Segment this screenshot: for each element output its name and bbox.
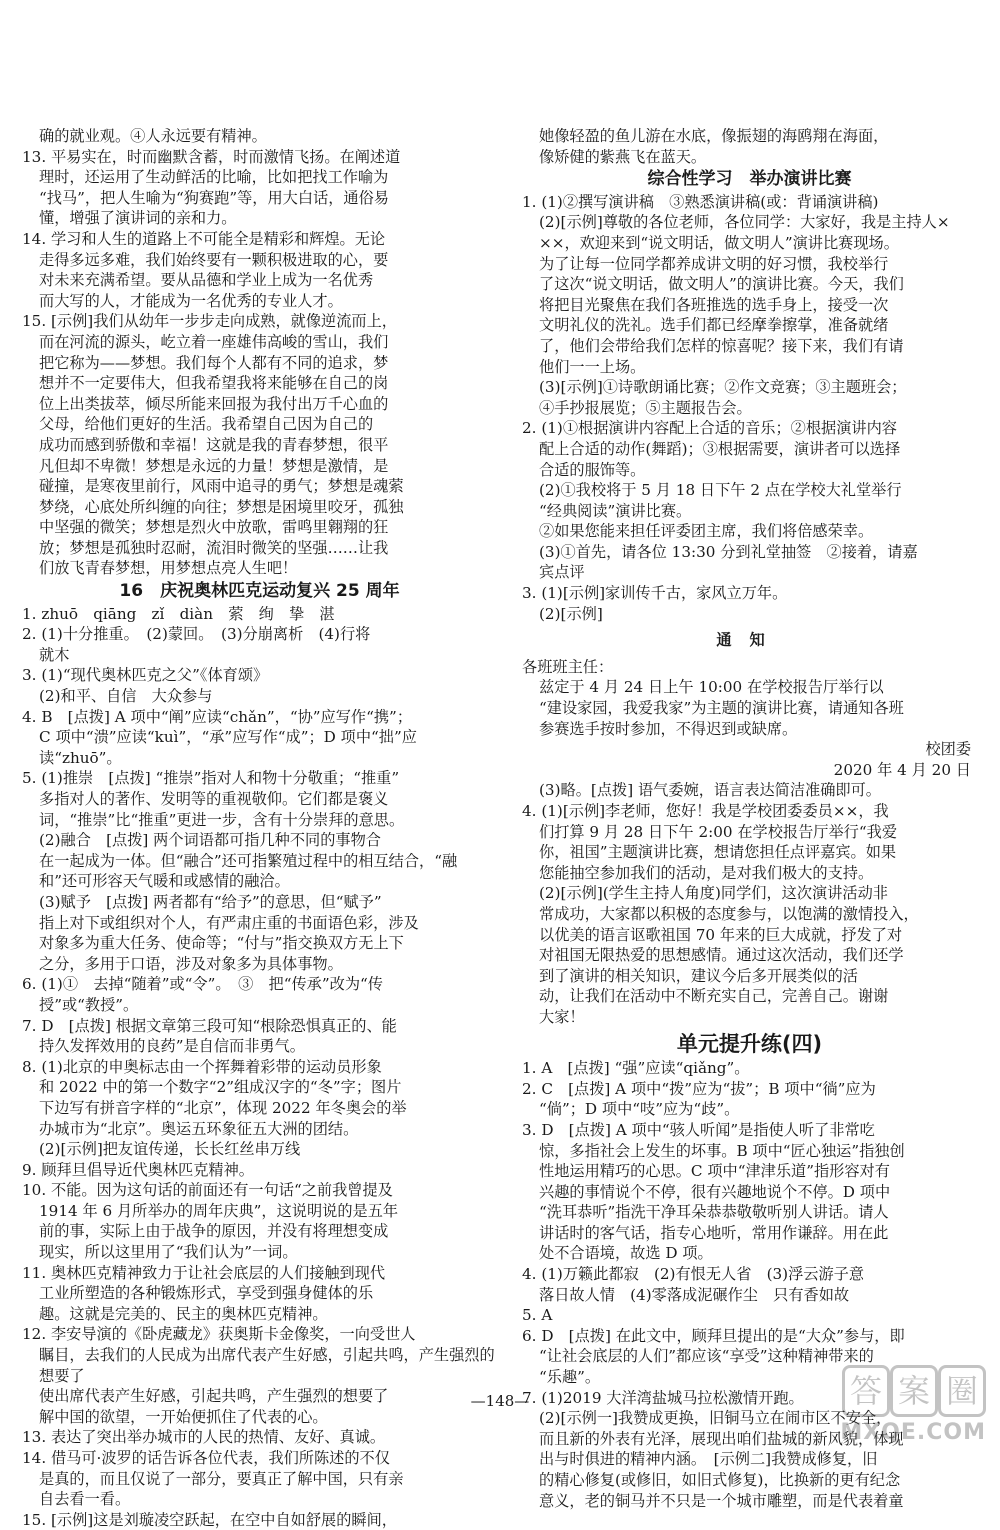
text-line: 对祖国无限热爱的思想感情。通过这次活动，我们还学: [539, 946, 904, 965]
text-line: 10. 不能。因为这句话的前面还有一句话“之前我曾提及: [22, 1181, 393, 1200]
text-line: 和”还可形容天气暖和或感情的融洽。: [39, 872, 290, 891]
text-line: 想并不一定要伟大，但我希望我将来能够在自己的岗: [39, 374, 389, 393]
text-line: 到了演讲的相关知识，建议今后多开展类似的活: [539, 966, 858, 985]
text-line: 兹定于 4 月 24 日上午 10:00 在学校报告厅举行以: [539, 678, 884, 697]
text-line: 4. (1)万籁此都寂 (2)有恨无人省 (3)浮云游子意: [522, 1265, 865, 1284]
text-line: 7. (1)2019 大洋湾盐城马拉松激情开跑。: [522, 1388, 804, 1407]
text-line: 对未来充满希望。要从品德和学业上成为一名优秀: [39, 271, 374, 290]
text-line: 和 2022 中的第一个数字“2”组成汉字的“冬”字；图片: [39, 1078, 402, 1097]
text-line: ②如果您能来担任评委团主席，我们将倍感荣幸。: [539, 522, 874, 541]
text-line: 1. A [点拨] “强”应读“qiǎng”。: [522, 1059, 750, 1078]
text-line: 参赛选手按时参加，不得迟到或缺席。: [539, 719, 798, 738]
text-line: 中坚强的微笑；梦想是烈火中放歌，雷鸣里翱翔的狂: [39, 518, 389, 537]
text-line: 之分，多用于口语，涉及对象多为具体事物。: [39, 954, 343, 973]
text-line: (2)[示例](学生主持人角度)同学们，这次演讲活动非: [539, 884, 888, 903]
watermark-char-2: 案: [890, 1365, 938, 1417]
text-line: (2)[示例]把友谊传递，长长红丝串万线: [39, 1140, 301, 1159]
text-line: 的精心修复(或修旧，如旧式修复)，比换新的更有纪念: [539, 1471, 901, 1489]
text-line: 以优美的语言讴歌祖国 70 年来的巨大成就，抒发了对: [539, 925, 903, 944]
text-line: (2)[示例]尊敬的各位老师，各位同学：大家好，我是主持人×: [539, 213, 950, 232]
text-line: 合适的服饰等。: [539, 460, 646, 479]
text-line: 们打算 9 月 28 日下午 2:00 在学校报告厅举行“我爱: [539, 822, 898, 841]
text-line: 常成功，大家都以积极的态度参与，以饱满的激情投入，: [539, 904, 919, 923]
text-line: 是真的，而且仅说了一部分，要真正了解中国，只有亲: [39, 1469, 404, 1488]
text-line: 2. (1)①根据演讲内容配上合适的音乐；②根据演讲内容: [522, 419, 897, 438]
text-line: 12. 李安导演的《卧虎藏龙》获奥斯卡金像奖，一向受世人: [22, 1325, 416, 1344]
text-line: 梦绕，心底处所纠缠的向往；梦想是困境里咬牙，孤独: [39, 497, 404, 516]
text-line: 14. 学习和人生的道路上不可能全是精彩和辉煌。无论: [22, 229, 386, 248]
text-line: “建设家园，我爱我家”为主题的演讲比赛，请通知各班: [539, 699, 904, 718]
text-line: 1. (1)②撰写演讲稿 ③熟悉演讲稿(或：背诵演讲稿): [522, 192, 879, 211]
notice-title: 通知: [716, 631, 783, 650]
text-line: 走得多远多难，我们始终要有一颗积极进取的心，要: [39, 250, 389, 269]
watermark-url: MXQE.COM: [840, 1420, 986, 1445]
text-line: 词，“推崇”比“推重”更进一步，含有十分崇拜的意思。: [39, 810, 405, 829]
text-line: 工业所塑造的各种锻炼形式，享受到强身健体的乐: [39, 1284, 374, 1303]
text-line: (2)[示例一]我赞成更换，旧铜马立在闹市区不安全，: [539, 1409, 892, 1428]
text-line: 4. (1)[示例]李老师，您好！我是学校团委委员××，我: [522, 802, 889, 820]
text-line: 为了让每一位同学都养成讲文明的好习惯，我校举行: [539, 254, 889, 273]
text-line: 4. B [点拨] A 项中“阐”应读“chǎn”，“协”应写作“携”；: [22, 707, 413, 726]
text-line: 13. 表达了突出举办城市的人民的热情、友好、真诚。: [22, 1428, 386, 1447]
text-line: 惊，多指社会上发生的坏事。B 项中“匠心独运”指独创: [539, 1141, 905, 1160]
text-line: 1914 年 6 月所举办的周年庆典”，这说明说的是五年: [39, 1201, 399, 1220]
text-line: “找马”，把人生喻为“狗赛跑”等，用大白话，通俗易: [39, 188, 389, 207]
text-line: 5. (1)推崇 [点拨] “推崇”指对人和物十分敬重；“推重”: [22, 769, 400, 788]
text-line: 处不合语境，故选 D 项。: [539, 1244, 713, 1263]
text-line: 3. (1)“现代奥林匹克之父”《体育颂》: [22, 666, 269, 685]
text-line: 兴趣的事情说个不停，很有兴趣地说个不停。D 项中: [539, 1182, 891, 1201]
text-line: 趣。这就是完美的、民主的奥林匹克精神。: [39, 1304, 328, 1323]
watermark-char-1: 答: [842, 1365, 890, 1417]
text-line: 指上对下或组织对个人，有严肃庄重的书面语色彩，涉及: [39, 913, 419, 932]
text-line: 您能抽空参加我们的活动，是对我们极大的支持。: [539, 863, 874, 882]
text-line: 将把目光聚焦在我们各班推选的选手身上，接受一次: [539, 295, 889, 314]
text-line: 使出席代表产生好感，引起共鸣，产生强烈的想要了: [39, 1387, 389, 1406]
text-line: (2)和平、自信 大众参与: [39, 687, 213, 706]
text-line: “乐趣”。: [539, 1368, 601, 1387]
signature-line: 2020 年 4 月 20 日: [833, 760, 971, 779]
section-heading: 综合性学习 举办演讲比赛: [647, 169, 852, 190]
text-line: (2)[示例]: [539, 604, 603, 623]
text-line: 1. zhuō qiāng zǐ diàn 萦 绚 挚 湛: [22, 604, 335, 623]
left-column: [22, 126, 497, 1530]
text-line: 7. D [点拨] 根据文章第三段可知“根除恐惧真正的、能: [22, 1016, 397, 1035]
text-line: 确的就业观。④人永远要有精神。: [39, 127, 267, 145]
text-line: 授”或“教授”。: [39, 995, 139, 1014]
text-line: 多指对人的著作、发明等的重视敬仰。它们都是褒义: [39, 790, 389, 808]
text-line: ××，欢迎来到“说文明话，做文明人”演讲比赛现场。: [539, 233, 899, 252]
text-line: 性地运用精巧的心思。C 项中“津津乐道”指形容对有: [539, 1162, 890, 1181]
text-line: (3)赋予 [点拨] 两者都有“给予”的意思，但“赋予”: [39, 892, 382, 911]
text-line: “洗耳恭听”指洗干净耳朵恭恭敬敬听别人讲话。请人: [539, 1203, 889, 1222]
text-line: ④手抄报展览；⑤主题报告会。: [539, 398, 752, 417]
text-line: 解中国的欲望，一开始便抓住了代表的心。: [39, 1407, 328, 1426]
text-line: 而大写的人，才能成为一名优秀的专业人才。: [39, 291, 343, 310]
text-line: 2. C [点拨] A 项中“拨”应为“拔”；B 项中“徜”应为: [522, 1079, 876, 1098]
text-line: 理时，还运用了生动鲜活的比喻，比如把找工作喻为: [39, 168, 389, 187]
text-line: “倘”；D 项中“吱”应为“歧”。: [539, 1100, 740, 1119]
text-line: 瞩目，去我们的人民成为出席代表产生好感，引起共鸣，产生强烈的想要了: [39, 1346, 495, 1385]
text-line: 9. 顾拜旦倡导近代奥林匹克精神。: [22, 1160, 254, 1179]
text-line: 下边写有拼音字样的“北京”，体现 2022 年冬奥会的举: [39, 1098, 407, 1117]
text-line: 意义，老的铜马并不只是一个城市雕塑，而是代表着童: [539, 1491, 904, 1510]
text-line: 了，他们会带给我们怎样的惊喜呢？接下来，我们有请: [539, 336, 904, 355]
page-number: —148—: [470, 1392, 530, 1410]
text-line: 位上出类拔萃，倾尽所能来回报为我付出万千心血的: [39, 394, 389, 413]
text-line: 5. A: [522, 1306, 553, 1325]
text-line: 2. (1)十分推重。 (2)蒙回。 (3)分崩离析 (4)行将: [22, 625, 371, 644]
text-line: 她像轻盈的鱼儿游在水底，像振翅的海鸥翔在海面，: [539, 127, 889, 145]
text-line: (3)[示例]①诗歌朗诵比赛；②作文竞赛；③主题班会；: [539, 378, 907, 397]
text-line: 14. 借马可·波罗的话告诉各位代表，我们所陈述的不仅: [22, 1449, 390, 1467]
text-line: 落日故人情 (4)零落成泥碾作尘 只有香如故: [539, 1285, 850, 1304]
text-line: 持久发挥效用的良药”是自信而非勇气。: [39, 1037, 305, 1056]
section-heading: 16 庆祝奥林匹克运动复兴 25 周年: [119, 581, 400, 602]
text-line: 就木: [39, 645, 70, 664]
text-line: 们放飞青春梦想，用梦想点亮人生吧！: [39, 559, 298, 578]
text-line: 出与时俱进的精神内涵。 [示例二]我赞成修复，旧: [539, 1450, 878, 1469]
text-line: 对象多为重大任务、使命等；“付与”指交换双方无上下: [39, 934, 404, 953]
text-line: “经典阅读”演讲比赛。: [539, 501, 692, 520]
text-line: 大家！: [539, 1007, 585, 1026]
watermark-char-3: 圈: [938, 1365, 986, 1417]
text-line: 配上合适的动作(舞蹈)；③根据需要，演讲者可以选择: [539, 439, 901, 458]
text-line: 前的事，实际上由于战争的原因，并没有将理想变成: [39, 1222, 389, 1241]
text-line: 3. D [点拨] A 项中“骇人听闻”是指使人听了非常吃: [522, 1120, 875, 1139]
text-line: 而在河流的源头，屹立着一座雄伟高峻的雪山，我们: [39, 332, 389, 351]
text-line: 懂，增强了演讲词的亲和力。: [39, 209, 237, 228]
text-line: (3)①首先，请各位 13:30 分到礼堂抽签 ②接着，请嘉: [539, 542, 918, 561]
text-line: 你，祖国”主题演讲比赛，想请您担任点评嘉宾。如果: [539, 843, 897, 862]
text-line: 了这次“说文明话，做文明人”的演讲比赛。今天，我们: [539, 275, 904, 294]
text-line: 成功而感到骄傲和幸福！这就是我的青春梦想，很平: [39, 435, 389, 454]
text-line: (2)融合 [点拨] 两个词语都可指几种不同的事物合: [39, 831, 381, 850]
text-line: 碰撞，是寒夜里前行，风雨中追寻的勇气；梦想是魂萦: [39, 477, 404, 496]
text-line: (2)①我校将于 5 月 18 日下午 2 点在学校大礼堂举行: [539, 481, 902, 500]
text-line: 6. D [点拨] 在此文中，顾拜旦提出的是“大众”参与，即: [522, 1326, 905, 1345]
text-line: 文明礼仪的洗礼。选手们都已经摩拳擦掌，准备就绪: [539, 316, 889, 335]
text-line: 办城市为“北京”。奥运五环象征五大洲的团结。: [39, 1119, 359, 1138]
text-line: 15. [示例]这是刘璇凌空跃起，在空中自如舒展的瞬间，: [22, 1510, 397, 1529]
signature-line: 校团委: [925, 740, 971, 759]
text-line: “让社会底层的人们”都应该“享受”这种精神带来的: [539, 1347, 874, 1366]
text-line: 自去看一看。: [39, 1490, 131, 1509]
text-line: (3)略。[点拨] 语气委婉，语言表达简洁准确即可。: [539, 781, 881, 800]
text-line: 动，让我们在活动中不断充实自己，完善自己。谢谢: [539, 987, 889, 1006]
text-line: 凡但却不卑微！梦想是永远的力量！梦想是激情，是: [39, 456, 389, 475]
text-line: 各班班主任：: [522, 657, 614, 676]
text-line: 11. 奥林匹克精神致力于让社会底层的人们接触到现代: [22, 1263, 386, 1282]
text-line: 6. (1)① 去掉“随着”或“令”。 ③ 把“传承”改为“传: [22, 975, 383, 994]
text-line: 13. 平易实在，时而幽默含蓄，时而激情飞扬。在阐述道: [22, 147, 401, 166]
text-line: 放；梦想是孤独时忍耐，流泪时微笑的坚强……让我: [39, 538, 389, 557]
text-line: 15. [示例]我们从幼年一步步走向成熟，就像逆流而上，: [22, 312, 397, 331]
text-line: 把它称为——梦想。我们每个人都有不同的追求，梦: [39, 353, 389, 372]
text-line: 现实，所以这里用了“我们认为”一词。: [39, 1243, 298, 1262]
text-line: 讲话时的客气话，指专心地听，常用作谦辞。用在此: [539, 1223, 889, 1242]
text-line: C 项中“溃”应读“kuì”，“承”应写作“成”；D 项中“拙”应: [39, 728, 417, 747]
text-line: 在一起成为一体。但“融合”还可指繁殖过程中的相互结合，“融: [39, 851, 458, 870]
right-column: [522, 126, 977, 1511]
text-line: 读“zhuō”。: [39, 748, 122, 767]
text-line: 3. (1)[示例]家训传千古，家风立万年。: [522, 584, 788, 603]
text-line: 父母，给他们更好的生活。我希望自己因为自己的: [39, 415, 374, 434]
section-heading: 单元提升练(四): [676, 1031, 823, 1056]
text-line: 像矫健的紫燕飞在蓝天。: [539, 147, 707, 166]
text-line: 而且新的外表有光泽，展现出咱们盐城的新风貌，体现: [539, 1429, 904, 1448]
text-line: 他们一一上场。: [539, 357, 646, 376]
text-line: 8. (1)北京的申奥标志由一个挥舞着彩带的运动员形象: [22, 1057, 382, 1076]
text-line: 宾点评: [539, 563, 585, 582]
watermark-logo: [840, 1365, 990, 1445]
